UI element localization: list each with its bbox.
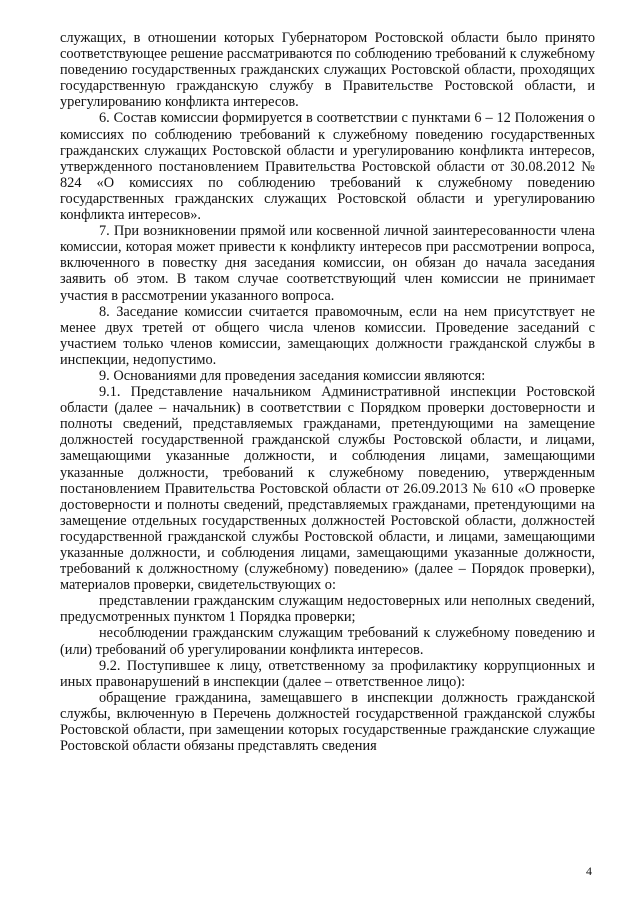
paragraph-item-6: 6. Состав комиссии формируется в соответствии с пунктами 6 – 12 Положения о комиссиях по соблюдению требований к служебному поведению государственных гражданских служащих Ростовской области и урегулированию конфликта интересов, утвержденного постановлением Правительства Ростовской области от 30.08.2012 № 824 «О комиссиях по соблюдению требований к служебному поведению государственных гражданских служащих Ростовской области и урегулированию конфликта интересов». (60, 110, 595, 224)
paragraph-item-8: 8. Заседание комиссии считается правомочным, если на нем присутствует не менее двух третей от общего числа членов комиссии. Проведение заседаний с участием только членов комиссии, замещающих должности гражданской службы в инспекции, недопустимо. (60, 303, 595, 368)
document-body (60, 30, 595, 754)
paragraph-subitem-noncompliance: несоблюдении гражданским служащим требований к служебному поведению и (или) требований об урегулировании конфликта интересов. (60, 625, 595, 658)
page-number: 4 (586, 864, 592, 878)
paragraph-item-9-1: 9.1. Представление начальником Административной инспекции Ростовской области (далее – начальник) в соответствии с Порядком проверки достоверности и полноты сведений, представляемых гражданами, претендующими на замещение должностей государственной гражданской службы Ростовской области, и лицами, замещающими указанные должности, и соблюдения лицами, замещающими указанные должности, требований к служебному поведению, утвержденным постановлением Правительства Ростовской области от 26.09.2013 № 610 «О проверке достоверности и полноты сведений, представляемых гражданами, претендующими на замещение отдельных государственных должностей Ростовской области, должностей государственной гражданской службы Ростовской области, и лицами, замещающими указанные должности, и соблюдения лицами, замещающими указанные должности, требований к должностному (служебному) поведению» (далее – Порядок проверки), материалов проверки, свидетельствующих о: (60, 384, 595, 594)
paragraph-item-9-2: 9.2. Поступившее к лицу, ответственному за профилактику коррупционных и иных правонарушений в инспекции (далее – ответственное лицо): (60, 657, 595, 690)
paragraph-subitem-incomplete-info: представлении гражданским служащим недостоверных или неполных сведений, предусмотренных пунктом 1 Порядка проверки; (60, 593, 595, 626)
paragraph-item-9: 9. Основаниями для проведения заседания комиссии являются: (99, 367, 486, 384)
paragraph-continuation: служащих, в отношении которых Губернатором Ростовской области было принято соответствующее решение рассматриваются по соблюдению требований к служебному поведению государственных гражданских служащих Ростовской области, проходящих государственную гражданскую службу в Правительстве Ростовской области, и урегулированию конфликта интересов. (60, 30, 595, 111)
paragraph-subitem-citizen-appeal: обращение гражданина, замещавшего в инспекции должность гражданской службы, включенную в Перечень должностей государственной гражданской службы Ростовской области, при замещении которых государственные гражданские служащие Ростовской области обязаны представлять сведения (60, 689, 595, 755)
paragraph-item-7: 7. При возникновении прямой или косвенной личной заинтересованности члена комиссии, которая может привести к конфликту интересов при рассмотрении вопроса, включенного в повестку дня заседания комиссии, он обязан до начала заседания заявить об этом. В таком случае соответствующий член комиссии не принимает участия в рассмотрении указанного вопроса. (60, 223, 595, 304)
